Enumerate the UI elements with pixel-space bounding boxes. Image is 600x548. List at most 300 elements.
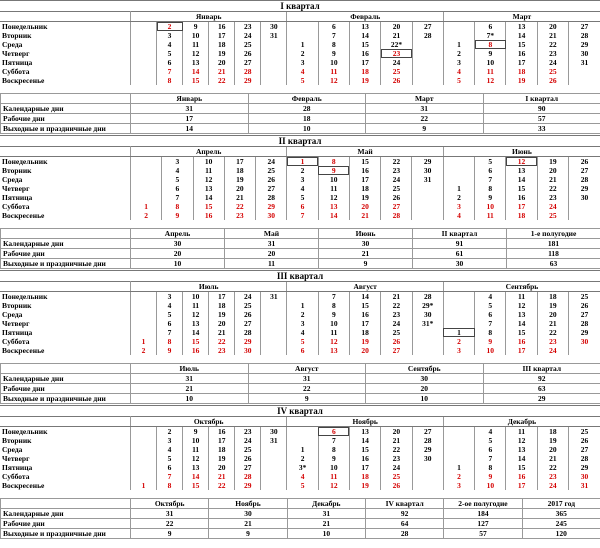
day-cell: 21 xyxy=(381,31,412,40)
day-cell: 5 xyxy=(287,481,318,490)
day-cell: 12 xyxy=(183,454,209,463)
summary-value: 92 xyxy=(483,374,600,384)
day-cell: 11 xyxy=(183,301,209,310)
summary-value: 64 xyxy=(365,519,443,529)
month-name: Октябрь xyxy=(130,417,287,427)
day-cell: 26 xyxy=(568,157,600,167)
summary-value: 30 xyxy=(131,239,225,249)
day-cell: 20 xyxy=(224,184,255,193)
day-cell: 9 xyxy=(183,22,209,32)
day-cell: 1 xyxy=(287,445,318,454)
day-cell xyxy=(568,211,600,220)
day-cell: 2 xyxy=(287,454,318,463)
day-cell: 20 xyxy=(537,166,568,175)
day-cell xyxy=(287,31,318,40)
day-cell: 30 xyxy=(412,310,443,319)
summary-header: Февраль xyxy=(248,94,366,104)
quarter-title: II квартал xyxy=(0,135,600,147)
day-cell: 10 xyxy=(475,202,506,211)
day-cell: 26 xyxy=(235,49,261,58)
day-cell xyxy=(412,58,443,67)
day-cell: 18 xyxy=(506,67,537,76)
day-cell xyxy=(261,301,287,310)
day-cell: 15 xyxy=(350,301,381,310)
day-cell: 26 xyxy=(381,481,412,490)
day-cell: 19 xyxy=(350,76,381,85)
day-cell: 29 xyxy=(235,76,261,85)
month-name: Апрель xyxy=(130,147,286,157)
summary-value: 118 xyxy=(507,249,600,259)
day-cell: 21 xyxy=(537,31,568,40)
day-cell: 2 xyxy=(287,166,318,175)
day-cell: 17 xyxy=(506,202,537,211)
day-cell: 31* xyxy=(412,319,443,328)
summary-header: 2017 год xyxy=(522,499,600,509)
day-cell xyxy=(130,58,156,67)
day-cell xyxy=(412,346,443,355)
day-cell: 2 xyxy=(443,472,474,481)
month-name: Сентябрь xyxy=(443,282,600,292)
summary-value: 10 xyxy=(287,529,365,539)
corner-cell xyxy=(1,94,131,104)
day-cell xyxy=(261,454,287,463)
weekday-label: Понедельник xyxy=(0,427,130,437)
day-cell: 17 xyxy=(506,481,537,490)
day-cell xyxy=(443,436,474,445)
summary-table xyxy=(0,93,600,134)
weekday-label: Среда xyxy=(0,175,130,184)
day-cell: 18 xyxy=(537,292,568,302)
day-cell: 31 xyxy=(569,481,600,490)
weekday-label: Пятница xyxy=(0,58,130,67)
day-cell: 18 xyxy=(224,166,255,175)
day-cell: 6 xyxy=(157,58,183,67)
day-cell: 10 xyxy=(318,463,349,472)
day-cell: 19 xyxy=(209,49,235,58)
day-cell: 20 xyxy=(209,319,235,328)
day-cell: 18 xyxy=(209,445,235,454)
day-cell: 14 xyxy=(506,454,537,463)
day-cell: 29 xyxy=(568,184,600,193)
day-cell: 13 xyxy=(183,58,209,67)
weekday-label: Среда xyxy=(0,40,130,49)
day-cell: 14 xyxy=(193,193,224,202)
month-name: Июль xyxy=(130,282,287,292)
summary-row-label: Выходные и праздничные дни xyxy=(1,529,131,539)
day-cell: 6 xyxy=(475,22,506,32)
day-cell: 22 xyxy=(224,202,255,211)
summary-value: 10 xyxy=(131,394,249,404)
day-cell: 19 xyxy=(537,157,568,167)
day-cell xyxy=(130,49,156,58)
day-cell: 29 xyxy=(412,445,443,454)
day-cell: 7* xyxy=(475,31,506,40)
day-cell: 9 xyxy=(475,337,506,346)
day-cell: 11 xyxy=(318,472,349,481)
day-cell: 17 xyxy=(349,463,380,472)
summary-value: 63 xyxy=(483,384,600,394)
summary-value: 20 xyxy=(366,384,484,394)
day-cell: 6 xyxy=(318,22,349,32)
day-cell: 7 xyxy=(475,454,506,463)
day-cell: 3 xyxy=(287,319,318,328)
day-cell xyxy=(130,310,156,319)
day-cell: 8 xyxy=(475,40,506,49)
day-cell xyxy=(130,328,156,337)
day-cell: 16 xyxy=(506,49,537,58)
day-cell: 22 xyxy=(381,301,412,310)
summary-row-label: Календарные дни xyxy=(1,104,131,114)
summary-value: 21 xyxy=(319,249,413,259)
day-cell xyxy=(130,454,156,463)
weekday-label: Пятница xyxy=(0,463,130,472)
day-cell: 15 xyxy=(506,40,537,49)
day-cell: 28 xyxy=(381,211,412,220)
day-cell: 12 xyxy=(506,157,537,167)
day-cell: 24 xyxy=(256,157,287,167)
day-cell: 10 xyxy=(475,481,506,490)
day-cell: 26 xyxy=(235,454,261,463)
summary-header: IV квартал xyxy=(365,499,443,509)
day-cell xyxy=(130,40,156,49)
summary-header: Июнь xyxy=(319,229,413,239)
day-cell: 2 xyxy=(287,310,318,319)
day-cell: 20 xyxy=(209,58,235,67)
day-cell xyxy=(443,445,474,454)
summary-row-label: Рабочие дни xyxy=(1,519,131,529)
day-cell: 8 xyxy=(318,301,349,310)
day-cell: 14 xyxy=(506,175,537,184)
month-name: Февраль xyxy=(287,12,443,22)
day-cell: 25 xyxy=(537,211,568,220)
day-cell: 23 xyxy=(224,211,255,220)
day-cell: 16 xyxy=(209,427,235,437)
day-cell: 30 xyxy=(568,193,600,202)
day-cell: 26 xyxy=(256,175,287,184)
day-cell: 23 xyxy=(381,454,412,463)
weekday-label: Суббота xyxy=(0,337,130,346)
day-cell xyxy=(261,67,287,76)
day-cell xyxy=(130,31,156,40)
day-cell: 22* xyxy=(381,40,412,49)
day-cell: 30 xyxy=(569,337,600,346)
corner-cell xyxy=(0,12,130,22)
weekday-label: Четверг xyxy=(0,184,130,193)
day-cell xyxy=(130,436,156,445)
summary-header: 2-ое полугодие xyxy=(444,499,522,509)
summary-row-label: Выходные и праздничные дни xyxy=(1,124,131,134)
day-cell: 1 xyxy=(130,481,156,490)
day-cell: 19 xyxy=(537,436,568,445)
summary-value: 9 xyxy=(209,529,287,539)
day-cell: 7 xyxy=(475,175,506,184)
summary-value: 181 xyxy=(507,239,600,249)
summary-value: 245 xyxy=(522,519,600,529)
day-cell: 28 xyxy=(256,193,287,202)
day-cell: 17 xyxy=(350,319,381,328)
day-cell: 1 xyxy=(443,328,474,337)
day-cell: 10 xyxy=(183,31,209,40)
day-cell: 4 xyxy=(162,166,193,175)
day-cell xyxy=(261,40,287,49)
summary-value: 30 xyxy=(319,239,413,249)
summary-value: 92 xyxy=(365,509,443,519)
day-cell: 18 xyxy=(349,184,380,193)
day-cell xyxy=(443,157,474,167)
day-cell: 17 xyxy=(224,157,255,167)
summary-header: Апрель xyxy=(131,229,225,239)
day-cell: 5 xyxy=(287,76,318,85)
month-name: Ноябрь xyxy=(287,417,443,427)
day-cell: 6 xyxy=(287,202,318,211)
day-cell xyxy=(130,472,156,481)
day-cell: 2 xyxy=(443,49,474,58)
corner-cell xyxy=(0,147,130,157)
day-cell xyxy=(287,436,318,445)
day-cell: 3 xyxy=(287,175,318,184)
day-cell: 30 xyxy=(235,346,261,355)
day-cell: 11 xyxy=(506,427,537,437)
day-cell: 1 xyxy=(287,40,318,49)
day-cell: 8 xyxy=(475,463,506,472)
day-cell: 15 xyxy=(350,40,381,49)
day-cell: 4 xyxy=(287,184,318,193)
day-cell xyxy=(261,49,287,58)
day-cell xyxy=(568,202,600,211)
day-cell: 4 xyxy=(475,292,506,302)
summary-value: 11 xyxy=(225,259,319,269)
day-cell: 9 xyxy=(318,166,349,175)
day-cell: 1 xyxy=(443,463,474,472)
day-cell: 10 xyxy=(193,157,224,167)
day-cell: 16 xyxy=(183,346,209,355)
day-cell: 20 xyxy=(381,22,412,32)
day-cell: 30 xyxy=(412,166,443,175)
day-cell: 15 xyxy=(183,481,209,490)
weekday-label: Среда xyxy=(0,310,130,319)
day-cell: 16 xyxy=(506,193,537,202)
day-cell: 11 xyxy=(318,67,349,76)
day-cell: 15 xyxy=(349,445,380,454)
summary-value: 28 xyxy=(248,104,366,114)
weekday-label: Вторник xyxy=(0,301,130,310)
day-cell xyxy=(261,445,287,454)
day-cell: 27 xyxy=(256,184,287,193)
day-cell: 23 xyxy=(381,310,412,319)
day-cell: 27 xyxy=(569,22,600,32)
day-cell: 12 xyxy=(318,193,349,202)
day-cell: 7 xyxy=(475,319,506,328)
day-cell: 13 xyxy=(193,184,224,193)
day-cell: 21 xyxy=(209,472,235,481)
day-cell: 3 xyxy=(443,346,474,355)
weekday-label: Воскресенье xyxy=(0,211,130,220)
day-cell: 1 xyxy=(443,184,474,193)
day-cell: 1 xyxy=(287,157,318,167)
day-cell: 13 xyxy=(318,346,349,355)
day-cell: 2 xyxy=(287,49,318,58)
corner-cell xyxy=(0,282,130,292)
day-cell xyxy=(130,193,161,202)
day-cell: 15 xyxy=(183,76,209,85)
weekday-label: Среда xyxy=(0,445,130,454)
month-name: Декабрь xyxy=(443,417,600,427)
day-cell: 6 xyxy=(157,319,183,328)
weekday-label: Вторник xyxy=(0,166,130,175)
day-cell: 20 xyxy=(381,427,412,437)
day-cell: 16 xyxy=(209,22,235,32)
day-cell: 19 xyxy=(209,310,235,319)
day-cell: 18 xyxy=(349,472,380,481)
day-cell xyxy=(261,76,287,85)
day-cell: 19 xyxy=(537,301,568,310)
summary-value: 120 xyxy=(522,529,600,539)
day-cell: 21 xyxy=(537,175,568,184)
day-cell: 30 xyxy=(569,472,600,481)
day-cell: 7 xyxy=(318,292,349,302)
quarter-title: III квартал xyxy=(0,270,600,282)
day-cell: 23 xyxy=(537,337,568,346)
month-name: Январь xyxy=(130,12,287,22)
day-cell: 13 xyxy=(318,202,349,211)
day-cell: 22 xyxy=(209,481,235,490)
day-cell xyxy=(261,319,287,328)
day-cell: 1 xyxy=(443,40,474,49)
day-cell: 2 xyxy=(157,22,183,32)
summary-header: Январь xyxy=(131,94,249,104)
day-cell: 16 xyxy=(193,211,224,220)
summary-header: Октябрь xyxy=(131,499,209,509)
day-cell xyxy=(261,481,287,490)
day-cell: 19 xyxy=(350,337,381,346)
summary-row-label: Календарные дни xyxy=(1,509,131,519)
day-cell: 9 xyxy=(318,454,349,463)
month-name: Май xyxy=(287,147,443,157)
weekday-label: Воскресенье xyxy=(0,481,130,490)
weekday-label: Воскресенье xyxy=(0,76,130,85)
day-cell: 3 xyxy=(443,58,474,67)
day-cell: 20 xyxy=(209,463,235,472)
summary-table xyxy=(0,498,600,539)
day-cell xyxy=(412,463,443,472)
day-cell: 7 xyxy=(287,211,318,220)
day-cell: 25 xyxy=(235,445,261,454)
summary-value: 20 xyxy=(225,249,319,259)
weekday-label: Вторник xyxy=(0,31,130,40)
day-cell: 28 xyxy=(569,31,600,40)
day-cell: 3 xyxy=(157,31,183,40)
day-cell: 20 xyxy=(349,202,380,211)
summary-value: 29 xyxy=(483,394,600,404)
day-cell: 27 xyxy=(381,346,412,355)
day-cell: 15 xyxy=(506,184,537,193)
day-cell: 13 xyxy=(506,22,537,32)
summary-header: Март xyxy=(366,94,484,104)
day-cell: 29 xyxy=(235,337,261,346)
weekday-label: Четверг xyxy=(0,49,130,58)
day-cell xyxy=(130,292,156,302)
day-cell: 10 xyxy=(318,175,349,184)
day-cell xyxy=(130,463,156,472)
day-cell: 23 xyxy=(381,49,412,58)
day-cell: 13 xyxy=(506,445,537,454)
day-cell: 26 xyxy=(381,193,412,202)
summary-table xyxy=(0,228,600,269)
summary-value: 365 xyxy=(522,509,600,519)
summary-row-label: Выходные и праздничные дни xyxy=(1,259,131,269)
day-cell: 19 xyxy=(349,481,380,490)
day-cell: 14 xyxy=(183,67,209,76)
quarter-title: IV квартал xyxy=(0,405,600,417)
day-cell: 4 xyxy=(157,301,183,310)
day-cell: 17 xyxy=(350,58,381,67)
day-cell: 21 xyxy=(381,292,412,302)
day-cell: 5 xyxy=(475,436,506,445)
day-cell: 23 xyxy=(235,427,261,437)
day-cell: 13 xyxy=(350,22,381,32)
summary-header: Май xyxy=(225,229,319,239)
summary-header: Август xyxy=(248,364,366,374)
day-cell xyxy=(412,40,443,49)
day-cell: 28 xyxy=(569,454,600,463)
day-cell: 10 xyxy=(183,292,209,302)
summary-value: 21 xyxy=(209,519,287,529)
day-cell xyxy=(130,157,161,167)
day-cell xyxy=(412,481,443,490)
day-cell: 8 xyxy=(475,184,506,193)
summary-header: Июль xyxy=(131,364,249,374)
day-cell: 22 xyxy=(537,328,568,337)
day-cell: 9 xyxy=(183,427,209,437)
day-cell: 28 xyxy=(568,175,600,184)
day-cell: 16 xyxy=(349,454,380,463)
day-cell: 9 xyxy=(157,346,183,355)
summary-value: 31 xyxy=(366,104,484,114)
day-cell: 6 xyxy=(475,166,506,175)
calendar-grid xyxy=(0,146,600,220)
day-cell xyxy=(412,184,443,193)
day-cell: 28 xyxy=(235,328,261,337)
day-cell: 31 xyxy=(261,31,287,40)
weekday-label: Суббота xyxy=(0,202,130,211)
day-cell: 20 xyxy=(537,22,568,32)
calendar-grid xyxy=(0,416,600,490)
day-cell: 8 xyxy=(157,481,183,490)
day-cell: 23 xyxy=(537,49,568,58)
day-cell xyxy=(443,31,474,40)
day-cell: 15 xyxy=(506,463,537,472)
day-cell: 3* xyxy=(287,463,318,472)
day-cell: 31 xyxy=(412,175,443,184)
day-cell: 25 xyxy=(381,67,412,76)
day-cell: 26 xyxy=(569,301,600,310)
day-cell: 28 xyxy=(235,472,261,481)
summary-value: 9 xyxy=(319,259,413,269)
day-cell: 17 xyxy=(349,175,380,184)
day-cell: 15 xyxy=(193,202,224,211)
summary-value: 31 xyxy=(225,239,319,249)
day-cell: 22 xyxy=(537,40,568,49)
summary-value: 31 xyxy=(131,104,249,114)
day-cell: 25 xyxy=(256,166,287,175)
day-cell: 10 xyxy=(318,319,349,328)
day-cell xyxy=(569,346,600,355)
day-cell: 30 xyxy=(569,49,600,58)
weekday-label: Четверг xyxy=(0,454,130,463)
day-cell: 8 xyxy=(318,445,349,454)
day-cell: 22 xyxy=(381,445,412,454)
corner-cell xyxy=(1,229,131,239)
